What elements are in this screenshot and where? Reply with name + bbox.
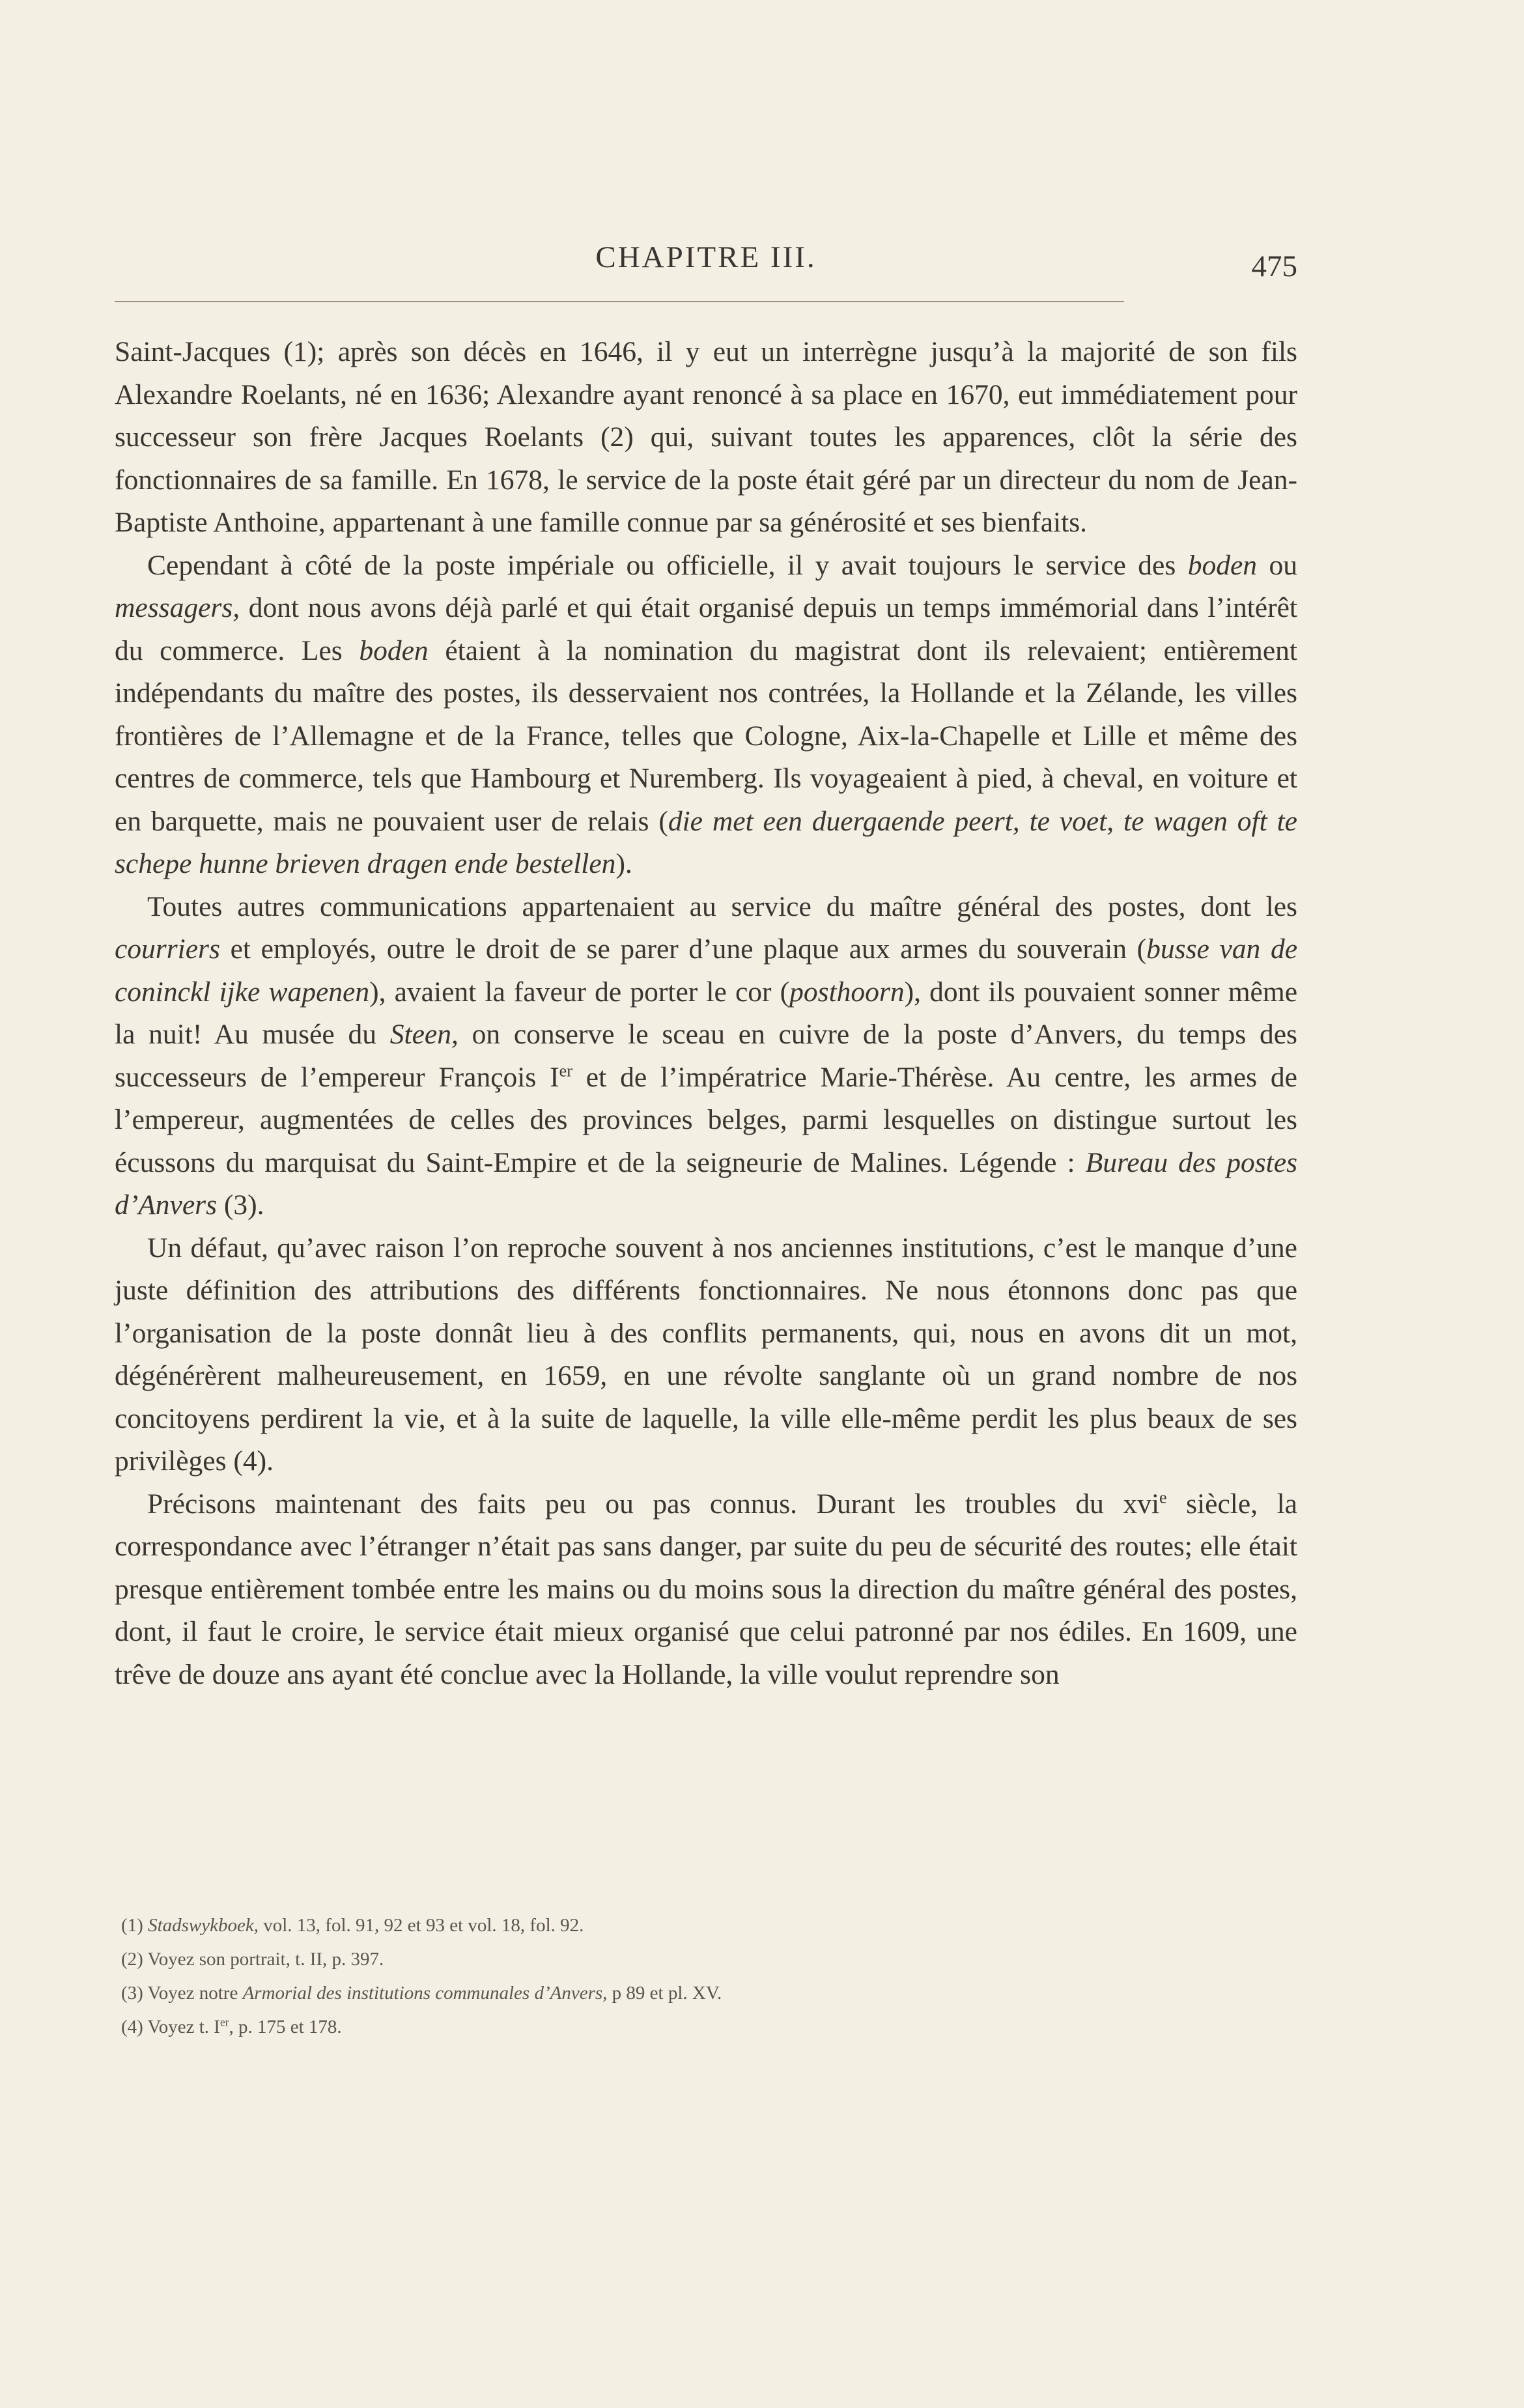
italic-text: courriers xyxy=(115,933,220,965)
paragraph xyxy=(115,1483,1297,1697)
footnote xyxy=(121,2010,1228,2044)
footnote xyxy=(121,1942,1228,1976)
text-run: p 89 et pl. XV. xyxy=(607,1983,722,2004)
header-rule xyxy=(115,301,1124,302)
text-run: Saint-Jacques (1); après son décès en 1646, il y eut un interrègne jusqu’à la majorité de son fils Alexandre Roelants, né en 1636; Alexandre ayant renoncé à sa place en 1670, eut immédiatement pour successeur son frère Jacques Roelants (2) qui, suivant toutes les apparences, clôt la série des fonctionnaires de sa famille. En 1678, le service de la poste était géré par un directeur du nom de Jean-Baptiste Anthoine, appartenant à une famille connue par sa générosité et ses bienfaits. xyxy=(115,336,1297,538)
italic-text: boden xyxy=(359,634,429,666)
text-run: ), dont ils pouvaient sonner même la nuit! Au musée du xyxy=(115,976,1298,1050)
paragraph xyxy=(115,1227,1297,1483)
text-run: Un défaut, qu’avec raison l’on reproche souvent à nos anciennes institutions, c’est le manque d’une juste définition des attributions des différents fonctionnaires. Ne nous étonnons donc pas que l’organisation de la poste donnât lieu à des conflits permanents, qui, nous en avons dit un mot, dégénérèrent malheureusement, en 1659, en une révolte sanglante où un grand nombre de nos concitoyens perdirent la vie, et à la suite de laquelle, la ville elle-même perdit les plus beaux de ses privilèges (4). xyxy=(115,1232,1297,1477)
paragraph xyxy=(115,545,1297,886)
italic-text: die met een duergaende peert, te voet, te wagen oft te schepe hunne brieven dragen ende bestellen xyxy=(115,805,1297,879)
text-run: (4) Voyez t. I xyxy=(121,2017,220,2037)
italic-text: Bureau des postes d’Anvers xyxy=(115,1146,1297,1221)
footnote xyxy=(121,1908,1228,1942)
running-head xyxy=(115,240,1297,285)
footnote xyxy=(121,1976,1228,2010)
text-run: Précisons maintenant des faits peu ou pas connus. Durant les troubles du xvi xyxy=(147,1488,1160,1520)
italic-text: boden xyxy=(1187,549,1258,581)
italic-text: messagers, xyxy=(115,592,240,623)
italic-text: busse van de coninckl ijke wapenen xyxy=(115,933,1298,1008)
footnotes xyxy=(121,1908,1228,2044)
text-run: ou xyxy=(1257,549,1297,581)
text-run: (2) Voyez son portrait, t. II, p. 397. xyxy=(121,1949,384,1970)
italic-text: posthoorn xyxy=(789,976,905,1008)
text-run: ). xyxy=(615,848,632,879)
body-text xyxy=(115,331,1297,1696)
text-run: (3) Voyez notre xyxy=(121,1983,243,2004)
superscript-text: er xyxy=(559,1061,572,1080)
text-run: étaient à la nomination du magistrat dont ils relevaient; entièrement indépendants du maître des postes, ils desservaient nos contrées, la Hollande et la Zélande, les villes frontières de l’Allemagne et de la France, telles que Cologne, Aix-la-Chapelle et Lille et même des centres de commerce, tels que Hambourg et Nuremberg. Ils voyageaient à pied, à cheval, en voiture et en barquette, mais ne pouvaient user de relais ( xyxy=(115,634,1297,837)
text-run: Cependant à côté de la poste impériale ou officielle, il y avait toujours le service des xyxy=(147,549,1188,581)
italic-text: Armorial des institutions communales d’Anvers, xyxy=(242,1983,608,2004)
italic-text: Steen, xyxy=(389,1019,459,1050)
text-run: Toutes autres communications appartenaient au service du maître général des postes, dont les xyxy=(147,890,1297,922)
text-run: dont nous avons déjà parlé et qui était organisé depuis un temps immémorial dans l’intérêt du commerce. Les xyxy=(115,592,1297,666)
text-run: , p. 175 et 178. xyxy=(229,2017,342,2037)
text-run: siècle, la correspondance avec l’étranger n’était pas sans danger, par suite du peu de sécurité des routes; elle était presque entièrement tombée entre les mains ou du moins sous la direction du maître général des postes, dont, il faut le croire, le service était mieux organisé que celui patronné par nos édiles. En 1609, une trêve de douze ans ayant été conclue avec la Hollande, la ville voulut reprendre son xyxy=(115,1488,1297,1690)
text-run: (3). xyxy=(217,1189,264,1221)
chapter-title: CHAPITRE III. xyxy=(595,240,817,274)
text-run: on conserve le sceau en cuivre de la poste d’Anvers, du temps des successeurs de l’empereur François I xyxy=(115,1019,1297,1093)
superscript-text: er xyxy=(219,2015,229,2029)
text-run: vol. 13, fol. 91, 92 et 93 et vol. 18, fol. 92. xyxy=(259,1915,584,1936)
paragraph xyxy=(115,886,1297,1227)
text-run: et de l’impératrice Marie-Thérèse. Au centre, les armes de l’empereur, augmentées de celles des provinces belges, parmi lesquelles on distingue surtout les écussons du marquisat du Saint-Empire et de la seigneurie de Malines. Légende : xyxy=(115,1061,1297,1178)
page-number: 475 xyxy=(1251,249,1297,283)
italic-text: Stadswykboek, xyxy=(148,1915,259,1936)
text-run: ), avaient la faveur de porter le cor ( xyxy=(369,976,790,1008)
text-run: (1) xyxy=(121,1915,148,1936)
superscript-text: e xyxy=(1159,1488,1167,1507)
text-run: et employés, outre le droit de se parer d’une plaque aux armes du souverain ( xyxy=(219,933,1147,965)
paragraph xyxy=(115,331,1297,545)
